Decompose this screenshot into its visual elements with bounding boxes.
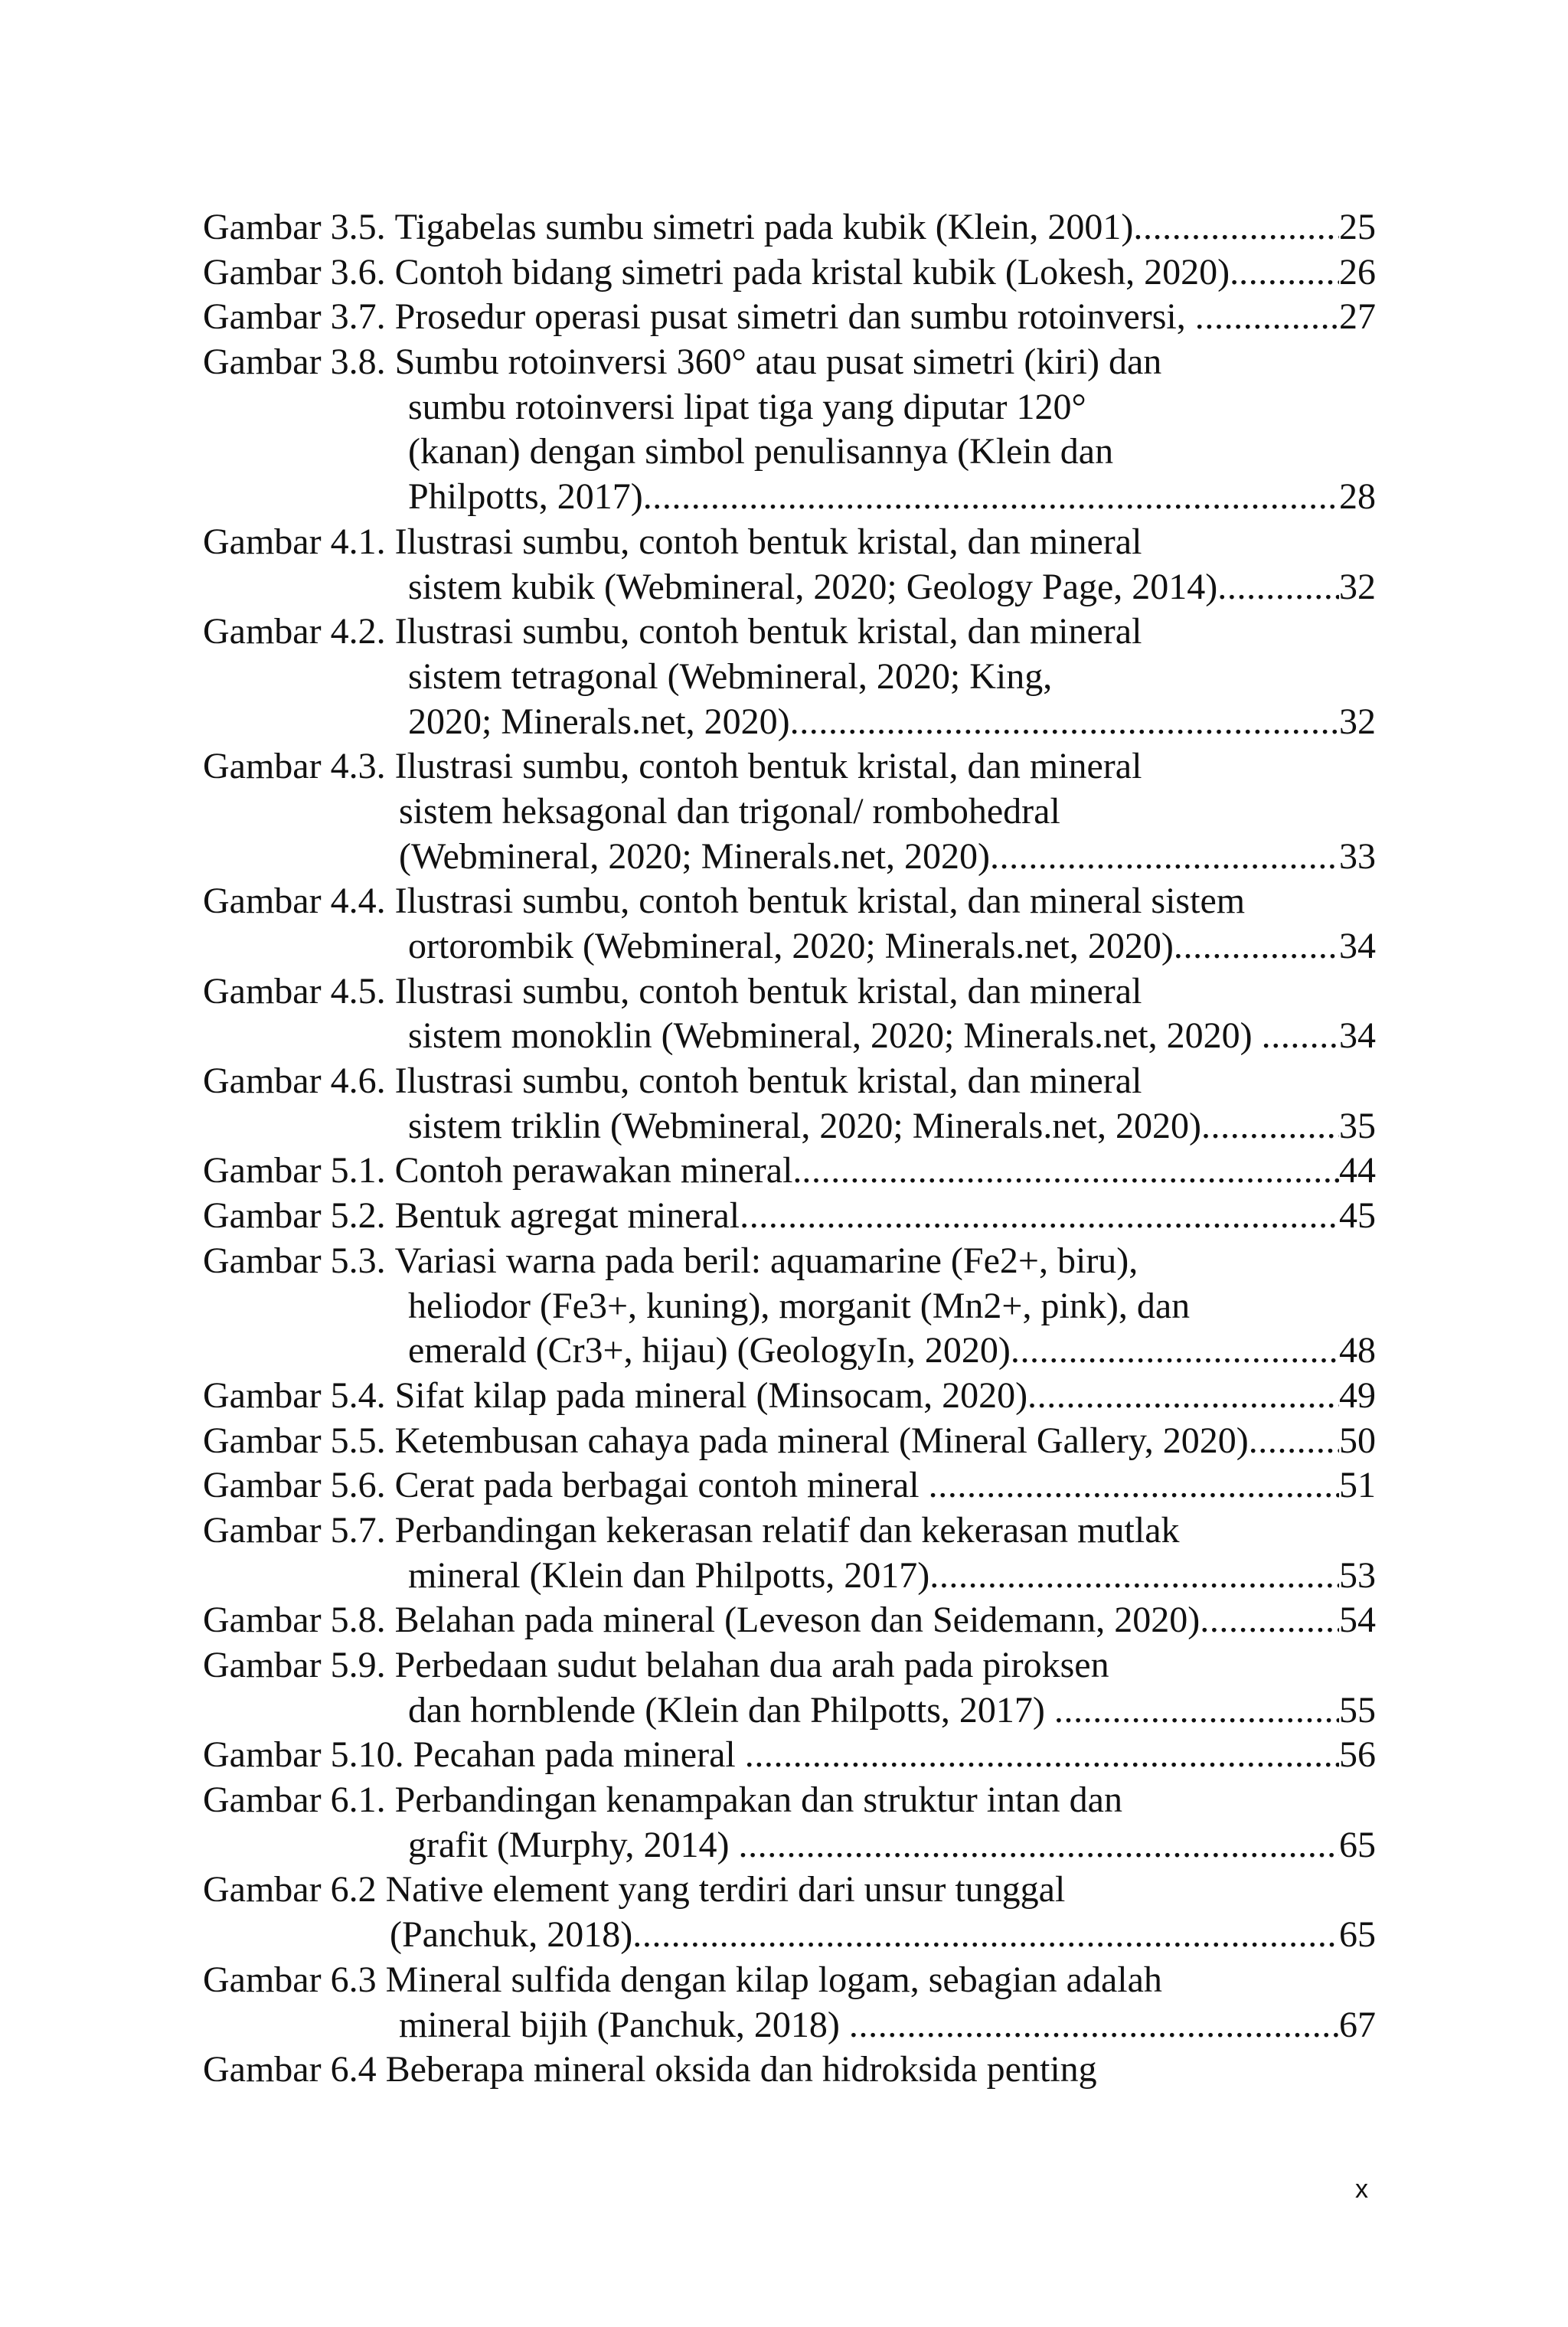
dot-leader	[1011, 1329, 1339, 1374]
figure-caption-text: Ilustrasi sumbu, contoh bentuk kristal, dan mineral sistem	[394, 881, 1246, 922]
figure-caption-text: (Panchuk, 2018)	[390, 1914, 633, 1956]
figure-entry-line	[203, 340, 1376, 385]
figure-label: Gambar 5.10.	[203, 1734, 413, 1776]
figure-caption-text: emerald (Cr3+, hijau) (GeologyIn, 2020)	[408, 1330, 1011, 1371]
figure-page-number: 65	[1339, 1914, 1376, 1956]
dot-leader	[1249, 1419, 1339, 1464]
figure-entry-line	[203, 430, 1376, 475]
figure-entry[interactable]	[203, 205, 1376, 250]
figure-label: Gambar 5.4.	[203, 1374, 395, 1416]
figure-caption-text: Ketembusan cahaya pada mineral (Mineral Gallery, 2020)	[394, 1420, 1249, 1461]
figure-page-number: 67	[1339, 2004, 1376, 2045]
figure-label: Gambar 4.1.	[203, 521, 395, 562]
figure-entry[interactable]	[203, 1194, 1376, 1239]
figure-caption-text: Beberapa mineral oksida dan hidroksida penting	[385, 2049, 1097, 2090]
figure-page-number: 53	[1339, 1554, 1376, 1596]
figure-caption-text: Ilustrasi sumbu, contoh bentuk kristal, dan mineral	[394, 1061, 1142, 1102]
figure-page-number: 54	[1339, 1600, 1376, 1641]
figure-entry-line	[203, 1104, 1376, 1149]
dot-leader	[1195, 295, 1339, 340]
figure-entry-line	[203, 969, 1376, 1015]
figure-caption-text: sistem heksagonal dan trigonal/ rombohedral	[399, 790, 1060, 832]
figure-label: Gambar 3.6.	[203, 251, 395, 293]
figure-entry[interactable]	[203, 1059, 1376, 1149]
figure-entry-line	[203, 1554, 1376, 1599]
figure-entry[interactable]	[203, 1778, 1376, 1868]
figure-caption-text: sistem kubik (Webmineral, 2020; Geology Page, 2014)	[408, 566, 1218, 607]
figure-entry[interactable]	[203, 2048, 1376, 2093]
figure-caption-text: Sumbu rotoinversi 360° atau pusat simetri (kiri) dan	[394, 342, 1162, 383]
figure-entry-line	[203, 250, 1376, 296]
figure-entry[interactable]	[203, 1463, 1376, 1508]
figure-entry[interactable]	[203, 744, 1376, 879]
figure-entry[interactable]	[203, 1598, 1376, 1643]
figure-entry-line	[203, 1823, 1376, 1868]
figure-caption-text: sistem tetragonal (Webmineral, 2020; King,	[408, 655, 1053, 697]
figure-label: Gambar 6.2	[203, 1869, 386, 1910]
figure-caption-text: Perbandingan kenampakan dan struktur intan dan	[394, 1780, 1122, 1821]
figure-page-number: 26	[1339, 251, 1376, 293]
figure-label: Gambar 6.1.	[203, 1780, 395, 1821]
figure-caption-text: (kanan) dengan simbol penulisannya (Klein dan	[408, 431, 1114, 472]
figure-label: Gambar 5.5.	[203, 1420, 395, 1461]
figure-page-number: 32	[1339, 701, 1376, 742]
figure-entry-line	[203, 1688, 1376, 1734]
figure-label: Gambar 5.7.	[203, 1509, 395, 1551]
figure-page-number: 35	[1339, 1105, 1376, 1146]
figure-caption-text: Ilustrasi sumbu, contoh bentuk kristal, dan mineral	[394, 611, 1142, 652]
figure-entry-line	[203, 1643, 1376, 1688]
figure-entry[interactable]	[203, 1508, 1376, 1598]
list-of-figures	[203, 205, 1376, 2093]
figure-entry-line	[203, 879, 1376, 924]
figure-caption-text: Ilustrasi sumbu, contoh bentuk kristal, dan mineral	[394, 746, 1142, 787]
figure-entry-line	[203, 789, 1376, 835]
figure-caption-text: grafit (Murphy, 2014)	[408, 1824, 739, 1865]
figure-label: Gambar 6.4	[203, 2049, 386, 2090]
figure-entry-line	[203, 1284, 1376, 1329]
figure-caption-text: dan hornblende (Klein dan Philpotts, 2017)	[408, 1689, 1054, 1731]
dot-leader	[1201, 1104, 1339, 1149]
figure-label: Gambar 4.4.	[203, 881, 395, 922]
dot-leader	[1239, 250, 1339, 296]
figure-label: Gambar 5.1.	[203, 1150, 395, 1191]
figure-entry-line	[203, 1598, 1376, 1643]
dot-leader	[1027, 1374, 1339, 1419]
figure-label: Gambar 3.8.	[203, 342, 395, 383]
figure-label: Gambar 5.3.	[203, 1240, 395, 1281]
figure-page-number: 28	[1339, 476, 1376, 518]
dot-leader	[643, 475, 1339, 520]
figure-entry-line	[203, 565, 1376, 610]
figure-label: Gambar 4.6.	[203, 1061, 395, 1102]
figure-entry-line	[203, 520, 1376, 565]
figure-caption-text: Belahan pada mineral (Leveson dan Seidemann, 2020)	[394, 1600, 1200, 1641]
figure-entry-line	[203, 744, 1376, 789]
figure-entry-line	[203, 2048, 1376, 2093]
figure-entry-line	[203, 1059, 1376, 1104]
figure-caption-text: Cerat pada berbagai contoh mineral	[394, 1465, 929, 1506]
figure-entry[interactable]	[203, 295, 1376, 340]
figure-entry-line	[203, 295, 1376, 340]
figure-label: Gambar 5.8.	[203, 1600, 395, 1641]
figure-caption-text: mineral (Klein dan Philpotts, 2017)	[408, 1554, 930, 1596]
figure-entry[interactable]	[203, 969, 1376, 1059]
figure-page-number: 34	[1339, 926, 1376, 966]
figure-entry-line	[203, 205, 1376, 250]
figure-caption-text: 2020; Minerals.net, 2020)	[408, 701, 790, 742]
dot-leader	[1262, 1014, 1339, 1059]
figure-label: Gambar 6.3	[203, 1959, 386, 2000]
figure-entry-line	[203, 1733, 1376, 1778]
figure-page-number: 27	[1339, 296, 1376, 338]
figure-entry-line	[203, 1329, 1376, 1374]
figure-page-number: 49	[1339, 1374, 1376, 1416]
figure-caption-text: Perbedaan sudut belahan dua arah pada piroksen	[394, 1645, 1109, 1685]
dot-leader	[740, 1194, 1339, 1239]
figure-entry-line	[203, 1374, 1376, 1419]
dot-leader	[1200, 1598, 1339, 1643]
dot-leader	[1217, 565, 1339, 610]
figure-page-number: 56	[1339, 1734, 1376, 1776]
dot-leader	[1133, 205, 1339, 250]
figure-entry-line	[203, 1463, 1376, 1508]
figure-entry-line	[203, 1913, 1376, 1958]
figure-entry-line	[203, 1778, 1376, 1823]
figure-entry[interactable]	[203, 1643, 1376, 1733]
figure-caption-text: Tigabelas sumbu simetri pada kubik (Klein, 2001)	[394, 207, 1134, 247]
figure-caption-text: Contoh bidang simetri pada kristal kubik (Lokesh, 2020).	[394, 251, 1240, 293]
figure-caption-text: Contoh perawakan mineral.	[394, 1150, 802, 1191]
figure-entry[interactable]	[203, 879, 1376, 969]
figure-entry[interactable]	[203, 1374, 1376, 1419]
figure-entry-line	[203, 835, 1376, 880]
figure-page-number: 25	[1339, 207, 1376, 247]
figure-page-number: 45	[1339, 1195, 1376, 1237]
figure-page-number: 65	[1339, 1824, 1376, 1865]
figure-caption-text: sistem triklin (Webmineral, 2020; Minerals.net, 2020)	[408, 1105, 1201, 1146]
figure-caption-text: Ilustrasi sumbu, contoh bentuk kristal, dan mineral	[394, 521, 1142, 562]
figure-caption-text: Sifat kilap pada mineral (Minsocam, 2020)	[394, 1374, 1028, 1416]
figure-page-number: 51	[1339, 1465, 1376, 1506]
figure-entry[interactable]	[203, 1149, 1376, 1194]
figure-entry[interactable]	[203, 1958, 1376, 2048]
figure-entry-line	[203, 1868, 1376, 1913]
figure-caption-text: heliodor (Fe3+, kuning), morganit (Mn2+, pink), dan	[408, 1285, 1191, 1326]
figure-entry-line	[203, 385, 1376, 430]
figure-caption-text: Pecahan pada mineral	[413, 1734, 745, 1776]
figure-caption-text: mineral bijih (Panchuk, 2018)	[399, 2004, 849, 2045]
figure-entry[interactable]	[203, 1239, 1376, 1374]
figure-entry-line	[203, 655, 1376, 700]
figure-entry[interactable]	[203, 1868, 1376, 1957]
figure-entry[interactable]	[203, 340, 1376, 520]
figure-entry-line	[203, 700, 1376, 745]
figure-label: Gambar 4.2.	[203, 611, 395, 652]
figure-caption-text: sistem monoklin (Webmineral, 2020; Minerals.net, 2020)	[408, 1015, 1262, 1057]
dot-leader	[790, 700, 1339, 745]
dot-leader	[990, 835, 1339, 880]
figure-caption-text: Ilustrasi sumbu, contoh bentuk kristal, dan mineral	[394, 970, 1142, 1012]
figure-page-number: 32	[1339, 566, 1376, 607]
dot-leader	[929, 1554, 1339, 1599]
figure-entry-line	[203, 1014, 1376, 1059]
figure-label: Gambar 5.6.	[203, 1465, 395, 1506]
figure-entry[interactable]	[203, 610, 1376, 744]
figure-label: Gambar 4.5.	[203, 970, 395, 1012]
figure-entry-line	[203, 2003, 1376, 2048]
dot-leader	[849, 2003, 1339, 2048]
figure-page-number: 55	[1339, 1689, 1376, 1731]
figure-page-number: 33	[1339, 835, 1376, 877]
page-number: x	[1355, 2175, 1368, 2204]
figure-label: Gambar 3.5.	[203, 207, 395, 247]
figure-entry-line	[203, 475, 1376, 520]
figure-label: Gambar 4.3.	[203, 746, 395, 787]
dot-leader	[1054, 1688, 1339, 1734]
figure-label: Gambar 5.2.	[203, 1195, 395, 1237]
figure-caption-text: (Webmineral, 2020; Minerals.net, 2020)	[399, 835, 990, 877]
figure-caption-text: Philpotts, 2017)	[408, 476, 643, 518]
figure-entry[interactable]	[203, 520, 1376, 610]
dot-leader	[632, 1913, 1339, 1958]
figure-caption-text: Bentuk agregat mineral	[394, 1195, 740, 1237]
figure-entry[interactable]	[203, 1419, 1376, 1464]
figure-entry-line	[203, 1149, 1376, 1194]
figure-entry-line	[203, 1958, 1376, 2003]
figure-page-number: 44	[1339, 1150, 1376, 1191]
figure-entry[interactable]	[203, 250, 1376, 296]
figure-caption-text: Native element yang terdiri dari unsur tunggal	[385, 1869, 1066, 1910]
figure-entry-line	[203, 924, 1376, 969]
figure-page-number: 50	[1339, 1420, 1376, 1461]
figure-caption-text: ortorombik (Webmineral, 2020; Minerals.net, 2020)	[408, 926, 1174, 966]
figure-page-number: 34	[1339, 1015, 1376, 1057]
figure-entry-line	[203, 1508, 1376, 1554]
figure-caption-text: Prosedur operasi pusat simetri dan sumbu rotoinversi,	[394, 296, 1195, 338]
figure-entry-line	[203, 1239, 1376, 1284]
figure-page-number: 48	[1339, 1330, 1376, 1371]
figure-label: Gambar 5.9.	[203, 1645, 395, 1685]
dot-leader	[802, 1149, 1339, 1194]
dot-leader	[738, 1823, 1339, 1868]
dot-leader	[745, 1733, 1339, 1778]
figure-entry-line	[203, 1419, 1376, 1464]
figure-caption-text: Perbandingan kekerasan relatif dan kekerasan mutlak	[394, 1509, 1180, 1551]
dot-leader	[1174, 924, 1339, 969]
figure-entry-line	[203, 1194, 1376, 1239]
dot-leader	[929, 1463, 1339, 1508]
figure-entry-line	[203, 610, 1376, 655]
figure-label: Gambar 3.7.	[203, 296, 395, 338]
figure-caption-text: sumbu rotoinversi lipat tiga yang diputar 120°	[408, 386, 1086, 427]
figure-entry[interactable]	[203, 1733, 1376, 1778]
figure-caption-text: Variasi warna pada beril: aquamarine (Fe2+, biru),	[394, 1240, 1138, 1281]
figure-caption-text: Mineral sulfida dengan kilap logam, sebagian adalah	[385, 1959, 1162, 2000]
